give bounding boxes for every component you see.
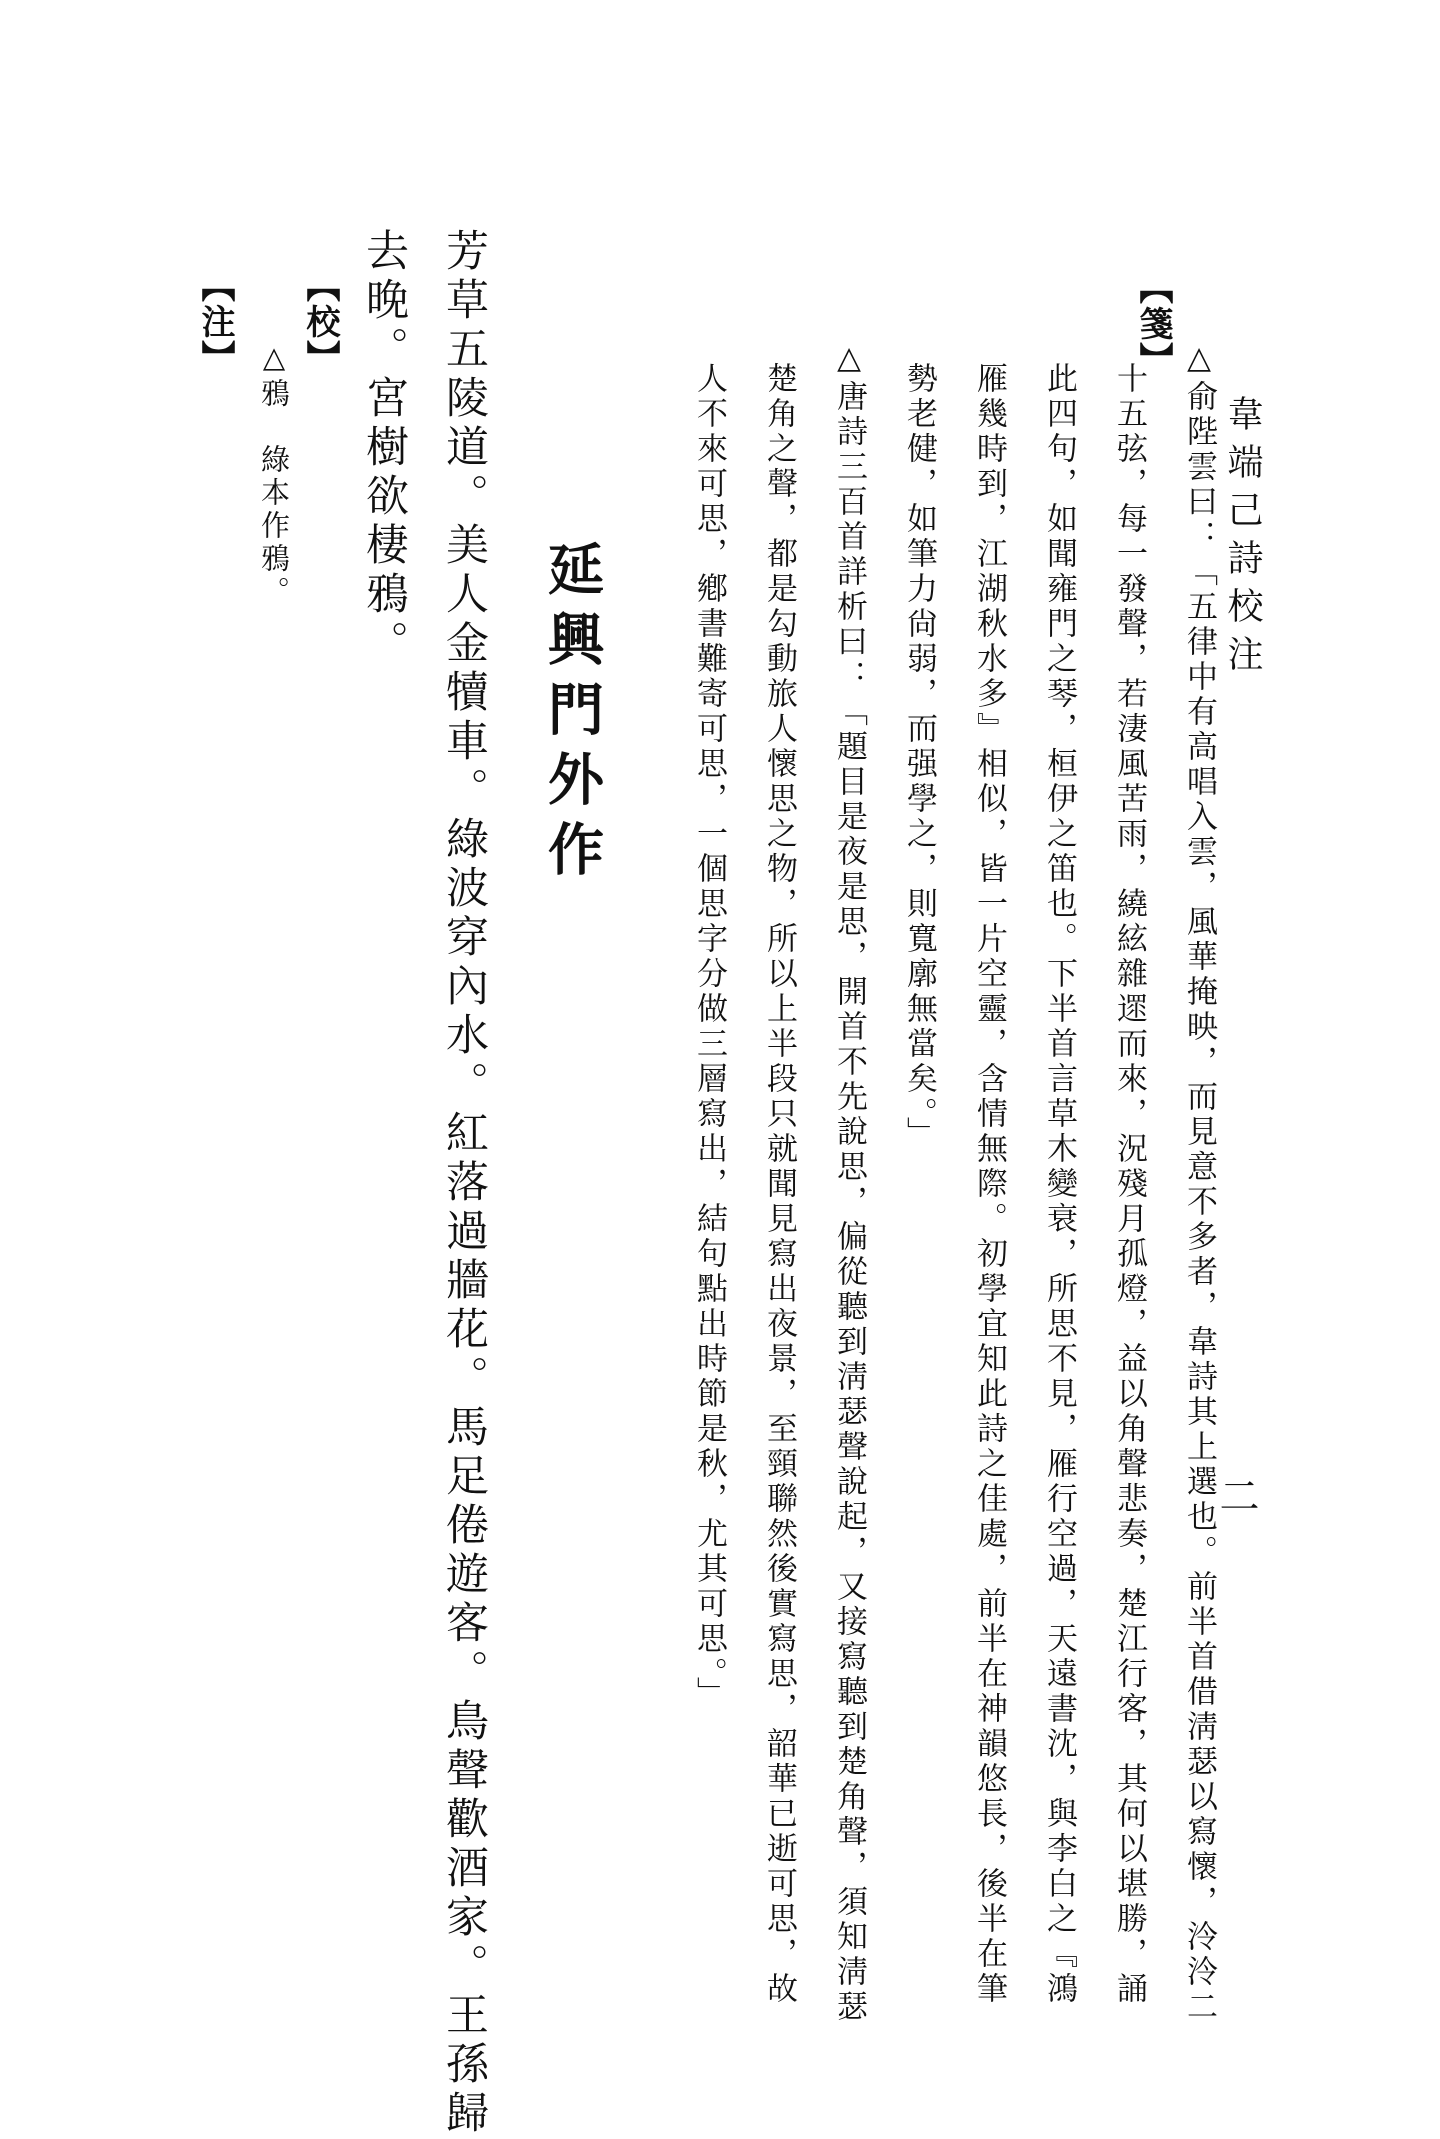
poem-line: 芳草五陵道。美人金犢車。綠波穿內水。紅落過牆花。馬足倦遊客。鳥聲歡酒家。王孫歸 [439,228,489,2139]
commentary-line: 雁幾時到，江湖秋水多』相似，皆一片空靈，含情無際。初學宜知此詩之佳處，前半在神韻悠長，後半在筆 [971,362,1007,2007]
poem-line: 去晚。宮樹欲棲鴉。 [359,228,409,669]
collation-label: 【校】 [300,268,340,376]
commentary-line: 楚角之聲，都是勾動旅人懷思之物，所以上半段只就聞見寫出夜景，至頸聯然後實寫思，韶華已逝可思，故 [761,362,797,2007]
commentary-line: 勢老健，如筆力尙弱，而强學之，則寬廓無當矣。」 [901,362,937,1152]
running-head-title: 韋端己詩校注 [1222,395,1263,683]
commentary-line: 人不來可思，鄕書難寄可思，一個思字分做三層寫出，結句點出時節是秋，尤其可思。」 [691,362,727,1712]
commentary-line: △俞陛雲曰：「五律中有高唱入雲，風華掩映，而見意不多者，韋詩其上選也。前半首借淸瑟以寫懷，泠泠二 [1181,340,1217,2025]
commentary-line: 十五弦，每一發聲，若淒風苦雨，繞絃雜遝而來，況殘月孤燈，益以角聲悲奏，楚江行客，其何以堪勝，誦 [1111,362,1147,2007]
commentary-line: △唐詩三百首詳析曰：「題目是夜是思，開首不先說思，偏從聽到淸瑟聲說起，又接寫聽到楚角聲，須知淸瑟 [831,340,867,2025]
poem-title: 延興門外作 [539,540,605,890]
annotation-label: 【注】 [195,268,235,376]
collation-note: △鴉 綠本作鴉。 [257,340,291,609]
commentary-label: 【箋】 [1133,270,1173,378]
page-number: 二 [1213,1475,1259,1515]
commentary-line: 此四句，如聞雍門之琴，桓伊之笛也。下半首言草木變衰，所思不見，雁行空過，天遠書沈，與李白之『鴻 [1041,362,1077,2007]
